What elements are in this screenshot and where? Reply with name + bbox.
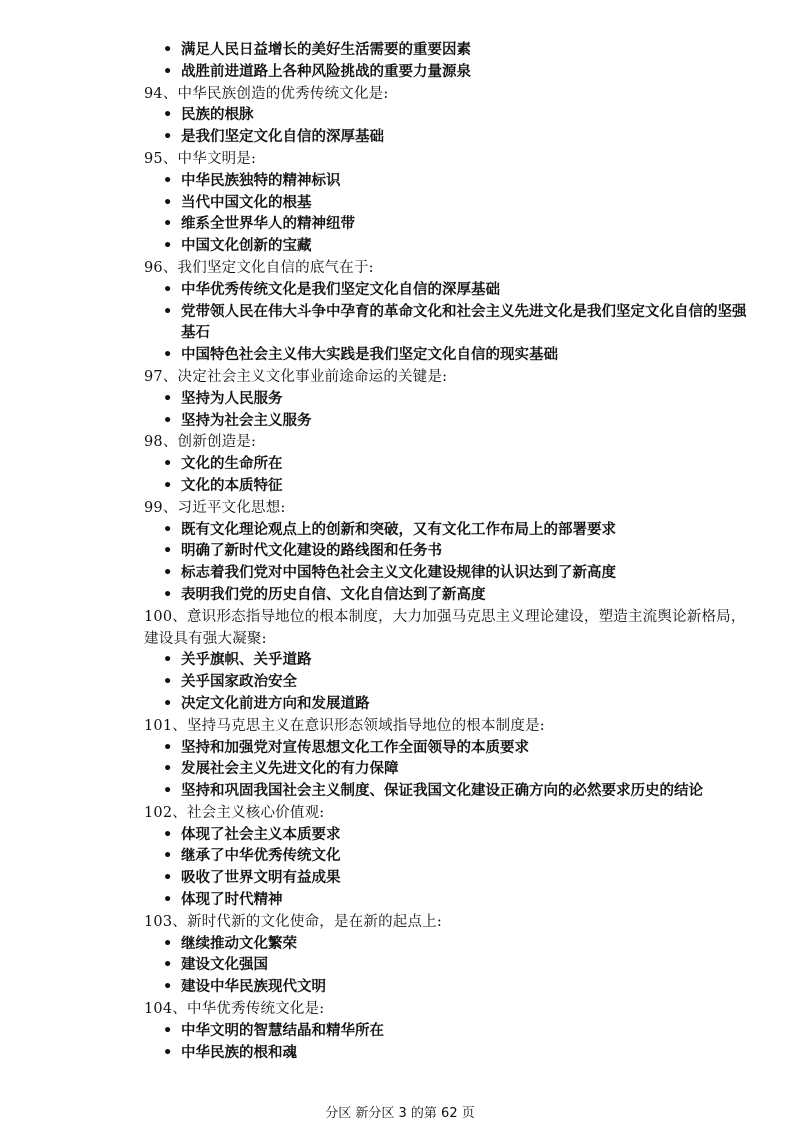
question-heading: 102、社会主义核心价值观: [144, 804, 325, 821]
list-item-text: 建设文化强国 [181, 957, 268, 974]
bullet-icon: • [163, 42, 173, 58]
list-item-text: 中华优秀传统文化是我们坚定文化自信的深厚基础 [181, 281, 500, 298]
question-heading: 96、我们坚定文化自信的底气在于: [144, 259, 374, 276]
bullet-icon: • [163, 586, 173, 603]
list-item-text: 标志着我们党对中国特色社会主义文化建设规律的认识达到了新高度 [181, 565, 616, 582]
list-item [0, 672, 800, 694]
bullet-icon: • [163, 456, 173, 473]
list-item-text: 是我们坚定文化自信的深厚基础 [181, 129, 384, 146]
question-heading: 104、中华优秀传统文化是: [144, 1001, 325, 1018]
list-item [0, 171, 800, 193]
list-item-text: 关乎旗帜、关乎道路 [181, 652, 312, 669]
question-heading: 99、习近平文化思想: [144, 499, 286, 516]
bullet-icon: • [163, 848, 173, 865]
list-item [0, 890, 800, 912]
list-item-text: 党带领人民在伟大斗争中孕育的革命文化和社会主义先进文化是我们坚定文化自信的坚强基石 [181, 303, 747, 342]
bullet-icon: • [163, 347, 173, 364]
list-item [0, 738, 800, 760]
list-item-text: 体现了社会主义本质要求 [181, 826, 341, 843]
list-item [0, 411, 800, 433]
bullet-icon: • [163, 652, 173, 669]
bullet-icon: • [163, 761, 173, 778]
bullet-icon: • [163, 412, 173, 429]
bullet-icon: • [163, 674, 173, 691]
list-item [0, 127, 800, 149]
list-item [0, 193, 800, 215]
question-heading: 101、坚持马克思主义在意识形态领域指导地位的根本制度是: [144, 717, 545, 734]
bullet-icon: • [163, 565, 173, 582]
list-item [0, 541, 800, 563]
list-item [0, 280, 800, 302]
list-item-text: 维系全世界华人的精神纽带 [181, 216, 355, 233]
bullet-icon: • [163, 695, 173, 712]
list-item-text: 明确了新时代文化建设的路线图和任务书 [181, 543, 442, 560]
list-item-text: 战胜前进道路上各种风险挑战的重要力量源泉 [181, 63, 471, 80]
list-item-text: 中国特色社会主义伟大实践是我们坚定文化自信的现实基础 [181, 347, 558, 364]
list-item-text: 当代中国文化的根基 [181, 194, 312, 211]
bullet-icon: • [163, 892, 173, 909]
list-item-text: 中华文明的智慧结晶和精华所在 [181, 1022, 384, 1039]
bullet-icon: • [163, 477, 173, 494]
list-item [0, 563, 800, 585]
bullet-icon: • [163, 390, 173, 407]
list-item-text: 文化的本质特征 [181, 477, 283, 494]
list-item-text: 体现了时代精神 [181, 892, 283, 909]
bullet-icon: • [163, 238, 173, 255]
list-item [0, 389, 800, 411]
list-item-text: 表明我们党的历史自信、文化自信达到了新高度 [181, 586, 486, 603]
question-heading: 95、中华文明是: [144, 150, 257, 167]
list-item [0, 62, 800, 84]
list-item-text: 民族的根脉 [181, 107, 254, 124]
list-item [0, 476, 800, 498]
list-item-text: 坚持和加强党对宣传思想文化工作全面领导的本质要求 [181, 739, 529, 756]
list-item-text: 中华民族的根和魂 [181, 1044, 297, 1061]
list-item [0, 781, 800, 803]
bullet-icon: • [163, 935, 173, 952]
question-heading: 94、中华民族创造的优秀传统文化是: [144, 85, 389, 102]
bullet-icon: • [163, 870, 173, 887]
list-item-text: 继承了中华优秀传统文化 [181, 848, 341, 865]
bullet-icon: • [163, 129, 173, 146]
list-item [0, 345, 800, 367]
list-item-text: 关乎国家政治安全 [181, 674, 297, 691]
list-item-text: 既有文化理论观点上的创新和突破，又有文化工作布局上的部署要求 [181, 521, 616, 538]
list-item-text: 坚持和巩固我国社会主义制度、保证我国文化建设正确方向的必然要求历史的结论 [181, 783, 703, 800]
question-heading: 100、意识形态指导地位的根本制度，大力加强马克思主义理论建设，塑造主流舆论新格局，建设具有强大凝聚: [144, 608, 746, 647]
bullet-icon: • [163, 783, 173, 800]
list-item [0, 977, 800, 999]
list-item [0, 955, 800, 977]
list-item-text: 满足人民日益增长的美好生活需要的重要因素 [181, 42, 471, 58]
list-item [0, 825, 800, 847]
bullet-icon: • [163, 216, 173, 233]
list-item [0, 585, 800, 607]
list-item [0, 868, 800, 890]
list-item-text: 中国文化创新的宝藏 [181, 238, 312, 255]
bullet-icon: • [163, 63, 173, 80]
list-item [0, 520, 800, 542]
bullet-icon: • [163, 979, 173, 996]
list-item-text: 坚持为人民服务 [181, 390, 283, 407]
bullet-icon: • [163, 107, 173, 124]
list-item [0, 302, 800, 346]
list-item-text: 决定文化前进方向和发展道路 [181, 695, 370, 712]
question-heading: 97、决定社会主义文化事业前途命运的关键是: [144, 368, 448, 385]
list-item [0, 694, 800, 716]
list-item [0, 1043, 800, 1065]
list-item-text: 发展社会主义先进文化的有力保障 [181, 761, 399, 778]
list-item [0, 1021, 800, 1043]
list-item [0, 105, 800, 127]
list-item-text: 建设中华民族现代文明 [181, 979, 326, 996]
document-body [0, 40, 800, 1064]
question-heading: 103、新时代新的文化使命，是在新的起点上: [144, 913, 442, 930]
list-item [0, 40, 800, 62]
list-item-text: 吸收了世界文明有益成果 [181, 870, 341, 887]
bullet-icon: • [163, 543, 173, 560]
bullet-icon: • [163, 1044, 173, 1061]
bullet-icon: • [163, 281, 173, 298]
list-item-text: 中华民族独特的精神标识 [181, 172, 341, 189]
list-item-text: 文化的生命所在 [181, 456, 283, 473]
bullet-icon: • [163, 303, 173, 320]
bullet-icon: • [163, 826, 173, 843]
list-item [0, 934, 800, 956]
list-item [0, 236, 800, 258]
bullet-icon: • [163, 194, 173, 211]
list-item-text: 坚持为社会主义服务 [181, 412, 312, 429]
list-item [0, 759, 800, 781]
bullet-icon: • [163, 739, 173, 756]
list-item [0, 846, 800, 868]
list-item [0, 454, 800, 476]
bullet-icon: • [163, 1022, 173, 1039]
bullet-icon: • [163, 172, 173, 189]
bullet-icon: • [163, 521, 173, 538]
list-item-text: 继续推动文化繁荣 [181, 935, 297, 952]
bullet-icon: • [163, 957, 173, 974]
list-item [0, 650, 800, 672]
page-footer: 分区 新分区 3 的第 62 页 [325, 1106, 475, 1121]
question-heading: 98、创新创造是: [144, 434, 257, 451]
list-item [0, 214, 800, 236]
